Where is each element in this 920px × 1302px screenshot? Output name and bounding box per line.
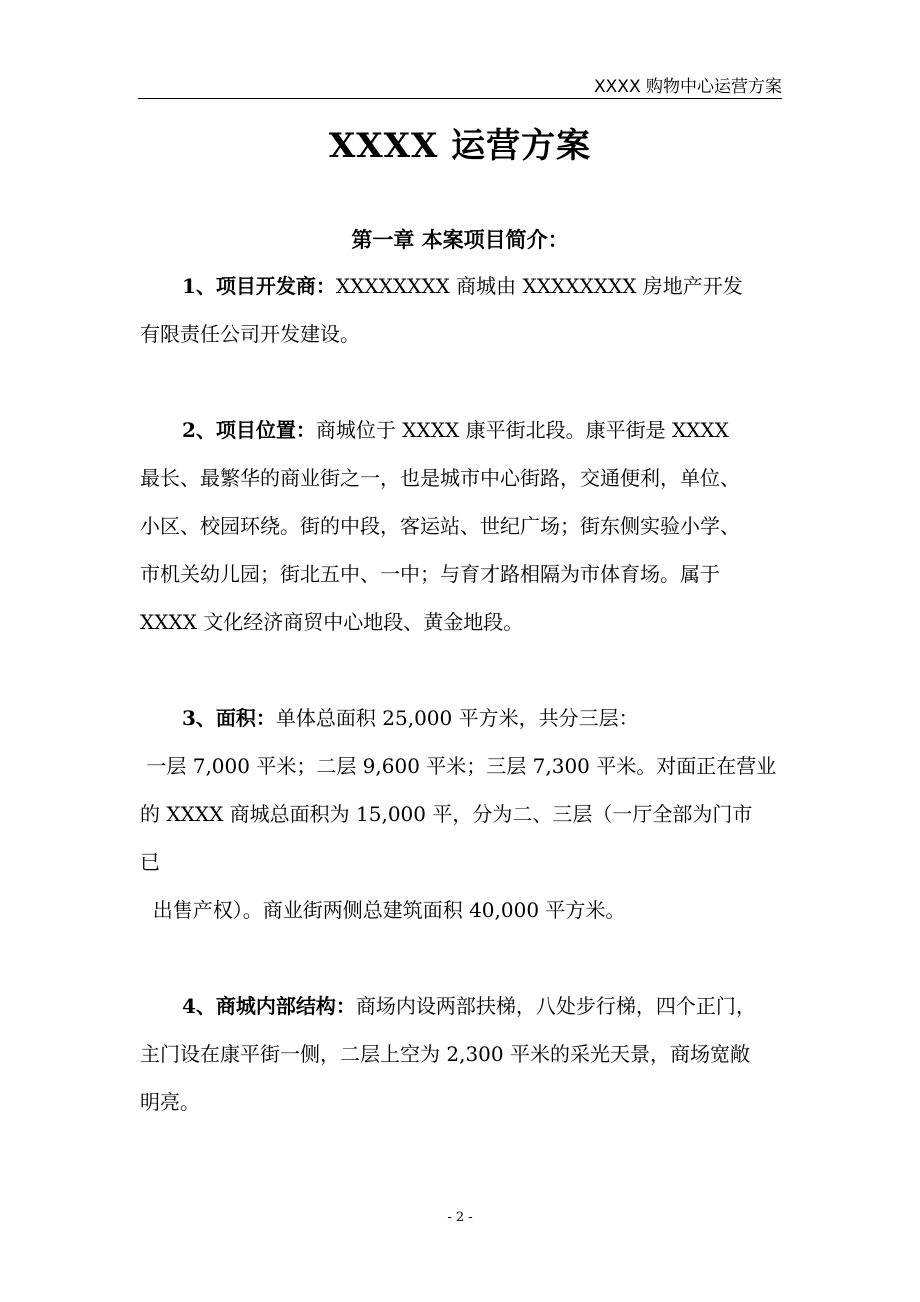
section-label: 3、面积：: [182, 706, 276, 730]
section-area: [140, 694, 784, 934]
section-label: 2、项目位置：: [182, 418, 316, 442]
section-label: 4、商城内部结构：: [182, 994, 356, 1018]
section-line: [140, 406, 784, 454]
section-line: 主门设在康平街一侧，二层上空为 2,300 平米的采光天景，商场宽敞: [140, 1042, 750, 1066]
section-line: 一层 7,000 平米；二层 9,600 平米；三层 7,300 平米。对面正在营业: [140, 754, 777, 778]
section-line: [140, 982, 784, 1030]
section-line: [140, 694, 784, 742]
section-line: 出售产权）。商业街两侧总建筑面积 40,000 平方米。: [140, 898, 626, 922]
section-line: 市机关幼儿园；街北五中、一中；与育才路相隔为市体育场。属于: [140, 562, 720, 586]
section-text: 单体总面积 25,000 平方米，共分三层：: [275, 706, 639, 730]
section-line: 已: [140, 850, 160, 874]
section-line: 小区、校园环绕。街的中段，客运站、世纪广场；街东侧实验小学、: [140, 514, 740, 538]
section-line: 明亮。: [140, 1090, 200, 1114]
page-header: [138, 70, 782, 99]
section-line: 的 XXXX 商城总面积为 15,000 平，分为二、三层（一厅全部为门市: [140, 802, 753, 826]
page-number: - 2 -: [447, 1210, 473, 1225]
section-text: XXXXXXXX 商城由 XXXXXXXX 房地产开发: [335, 274, 743, 298]
section-structure: [140, 982, 784, 1126]
section-line: XXXX 文化经济商贸中心地段、黄金地段。: [140, 610, 524, 634]
section-developer: [140, 262, 784, 358]
document-title: XXXX 运营方案: [328, 126, 592, 166]
section-line: 有限责任公司开发建设。: [140, 322, 360, 346]
section-location: [140, 406, 784, 646]
chapter-heading: 第一章 本案项目简介：: [351, 227, 569, 252]
section-text: 商城位于 XXXX 康平街北段。康平街是 XXXX: [315, 418, 729, 442]
section-label: 1、项目开发商：: [182, 274, 336, 298]
section-line: [140, 262, 784, 310]
section-text: 商场内设两部扶梯，八处步行梯，四个正门，: [355, 994, 756, 1018]
header-text: XXXX 购物中心运营方案: [594, 77, 782, 97]
section-line: 最长、最繁华的商业街之一，也是城市中心街路，交通便利，单位、: [140, 466, 740, 490]
